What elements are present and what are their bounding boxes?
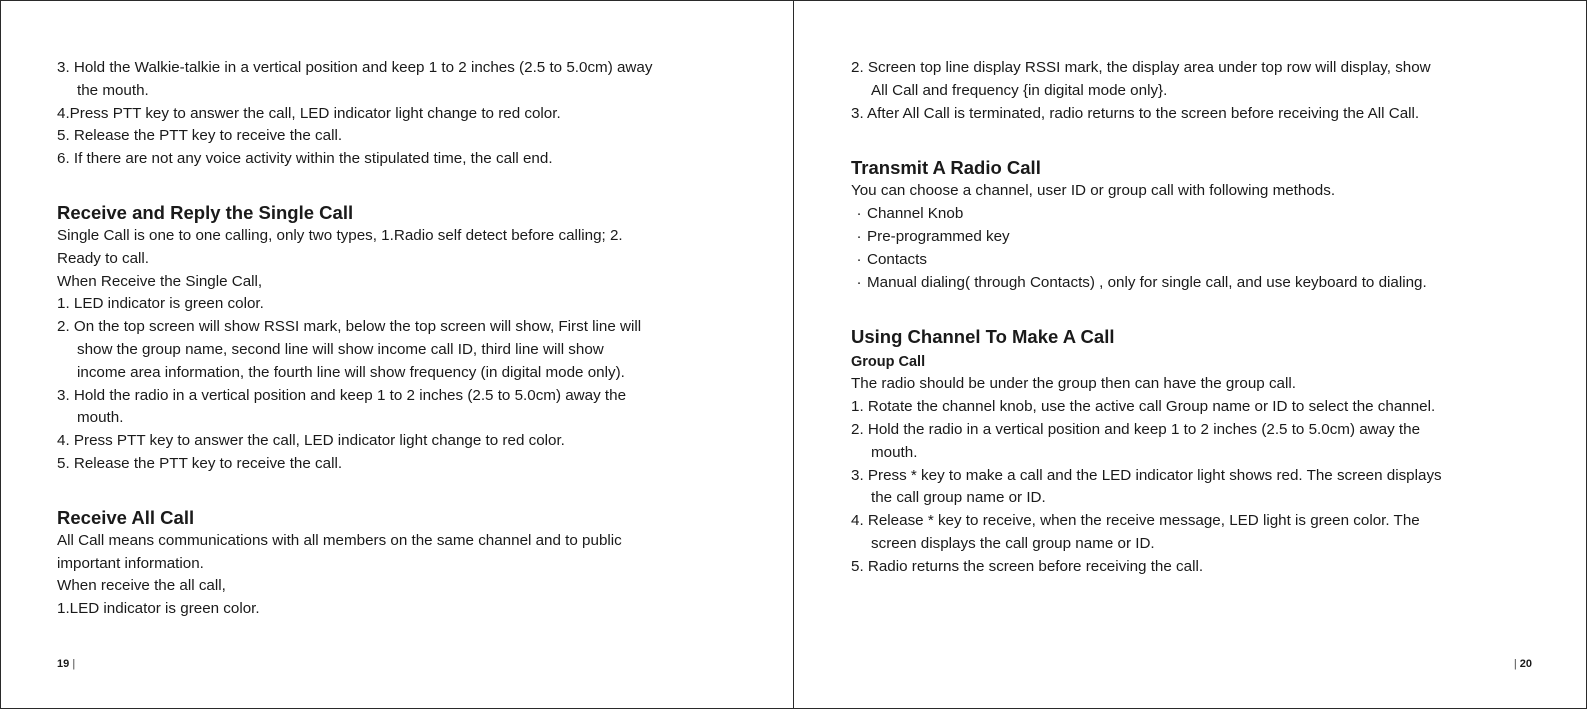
step-line: 5. Release the PTT key to receive the call.: [57, 454, 343, 472]
step-item: [851, 419, 1531, 465]
page-right: [794, 1, 1586, 708]
step-line: 2. Hold the radio in a vertical position and keep 1 to 2 inches (2.5 to 5.0cm) away the: [851, 420, 1421, 438]
page-number-left: [57, 658, 75, 670]
section-heading-channel-call: Using Channel To Make A Call: [851, 326, 1115, 348]
step-line: 2. Screen top line display RSSI mark, the display area under top row will display, show: [851, 59, 1431, 76]
step-item: [57, 57, 747, 103]
step-line: 4. Press PTT key to answer the call, LED indicator light change to red color.: [57, 432, 565, 450]
page-left: [1, 1, 794, 708]
step-line: 4.Press PTT key to answer the call, LED indicator light change to red color.: [57, 104, 561, 122]
step-line: 2. On the top screen will show RSSI mark, below the top screen will show, First line will: [57, 318, 642, 336]
paragraph-line: Single Call is one to one calling, only two types, 1.Radio self detect before calling; 2.: [57, 226, 623, 244]
step-line: 1.LED indicator is green color.: [57, 600, 260, 618]
paragraph-line: You can choose a channel, user ID or group call with following methods.: [851, 182, 1336, 200]
section-heading-single-call: Receive and Reply the Single Call: [57, 201, 354, 223]
page-number-value: 20: [1519, 658, 1532, 670]
intro-steps: [57, 57, 747, 171]
subheading-group-call: Group Call: [851, 354, 926, 371]
section-heading-transmit: Transmit A Radio Call: [851, 157, 1041, 179]
page-number-value: 19: [57, 658, 70, 670]
step-line: mouth.: [871, 443, 918, 461]
list-item: [851, 203, 1531, 226]
step-line: 5. Release the PTT key to receive the call.: [57, 127, 343, 145]
step-line: income area information, the fourth line will show frequency (in digital mode only).: [77, 363, 625, 381]
step-line: mouth.: [77, 409, 124, 427]
all-call-steps: [851, 57, 1531, 125]
section-heading-all-call: Receive All Call: [57, 506, 195, 528]
page-right-content: [851, 57, 1531, 579]
bullet-dot-icon: ·: [856, 227, 862, 245]
paragraph-line: Ready to call.: [57, 249, 150, 267]
step-line: the call group name or ID.: [871, 489, 1046, 507]
step-line: 6. If there are not any voice activity within the stipulated time, the call end.: [57, 150, 553, 168]
bullet-dot-icon: ·: [856, 273, 862, 291]
step-line: 1. Rotate the channel knob, use the active call Group name or ID to select the channel.: [851, 398, 1436, 416]
paragraph-line: All Call means communications with all members on the same channel and to public: [57, 531, 622, 549]
step-line: 3. After All Call is terminated, radio returns to the screen before receiving the All Call.: [851, 104, 1420, 122]
group-call-steps: [851, 396, 1531, 578]
list-item-label: Manual dialing( through Contacts) , only for single call, and use keyboard to dialing.: [867, 273, 1427, 291]
page-left-content: [57, 57, 747, 621]
paragraph-line: When receive the all call,: [57, 577, 226, 595]
list-item-label: Contacts: [867, 250, 927, 268]
step-line: All Call and frequency {in digital mode only}.: [871, 81, 1168, 99]
paragraph-line: The radio should be under the group then can have the group call.: [851, 375, 1296, 393]
bullet-dot-icon: ·: [856, 205, 862, 223]
list-item: [851, 226, 1531, 249]
step-item: [851, 510, 1531, 556]
list-item-label: Channel Knob: [867, 205, 964, 223]
paragraph-line: When Receive the Single Call,: [57, 272, 263, 290]
bullet-dot-icon: ·: [856, 250, 862, 268]
step-line: show the group name, second line will show income call ID, third line will show: [77, 340, 604, 358]
step-line: 4. Release * key to receive, when the receive message, LED light is green color. The: [851, 512, 1420, 530]
list-item: [851, 249, 1531, 272]
step-line: 3. Hold the radio in a vertical position and keep 1 to 2 inches (2.5 to 5.0cm) away the: [57, 386, 627, 404]
single-call-steps: [57, 293, 747, 475]
page-number-separator: |: [1513, 658, 1517, 670]
list-item: [851, 272, 1531, 295]
step-line: 1. LED indicator is green color.: [57, 295, 264, 313]
step-line: 3. Hold the Walkie-talkie in a vertical position and keep 1 to 2 inches (2.5 to 5.0cm) away: [57, 59, 653, 76]
step-item: [851, 57, 1531, 103]
page-number-separator: |: [72, 658, 76, 670]
step-item: [57, 385, 747, 431]
list-item-label: Pre-programmed key: [867, 227, 1010, 245]
step-line: 5. Radio returns the screen before receiving the call.: [851, 557, 1204, 575]
step-line: the mouth.: [77, 81, 149, 99]
paragraph-line: important information.: [57, 554, 204, 572]
step-line: 3. Press * key to make a call and the LED indicator light shows red. The screen displays: [851, 466, 1442, 484]
page-number-right: [1514, 658, 1532, 670]
step-item: [57, 316, 747, 384]
step-item: [851, 465, 1531, 511]
method-list: [851, 203, 1531, 294]
step-line: screen displays the call group name or ID.: [871, 534, 1155, 552]
